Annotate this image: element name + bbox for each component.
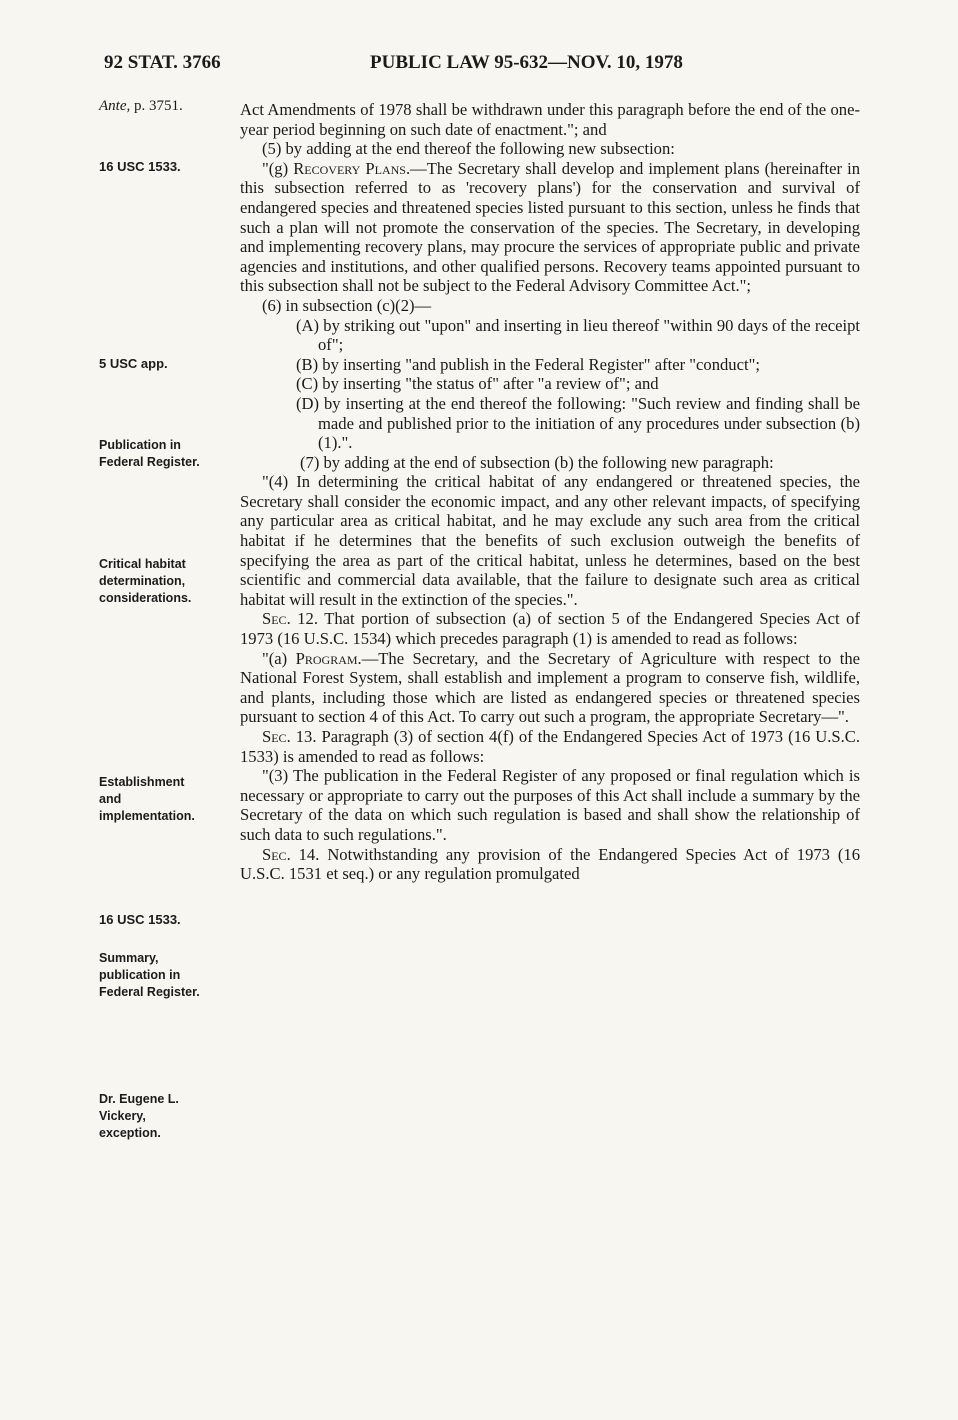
paragraph: (D) by inserting at the end thereof the following: "Such review and finding shall be made and published prior to the initiation of any procedures under subsection (b)(1).".: [296, 393, 860, 453]
page-header: [0, 52, 958, 82]
margin-note-summary: Summary, publication in Federal Register.: [99, 951, 200, 999]
margin-note-publication: Publication in Federal Register.: [99, 438, 200, 469]
paragraph: (C) by inserting "the status of" after "a review of"; and: [296, 374, 659, 394]
margin-note-ante: Ante, p. 3751.: [99, 98, 183, 114]
recovery-plans-paragraph: "(g) Recovery Plans.—The Secretary shall develop and implement plans (hereinafter in this subsection referred to as 'recovery plans') for the conservation and survival of endangered species and threatened species listed pursuant to this section, unless he finds that such a plan will not promote the conservation of the species. The Secretary, in developing and implementing recovery plans, may procure the services of appropriate public and private agencies and institutions, and other qualified persons. Recovery teams appointed pursuant to this subsection shall not be subject to the Federal Advisory Committee Act.";: [240, 158, 860, 296]
section-13: Sec. 13. Paragraph (3) of section 4(f) of the Endangered Species Act of 1973 (16 U.S.C. 1533) is amended to read as follows:: [240, 727, 860, 766]
section-12: Sec. 12. That portion of subsection (a) of section 5 of the Endangered Species Act of 1973 (16 U.S.C. 1534) which precedes paragraph (1) is amended to read as follows:: [240, 609, 860, 649]
margin-note-usc-1533-b: 16 USC 1533.: [99, 912, 181, 927]
margin-note-vickery: Dr. Eugene L. Vickery, exception.: [99, 1092, 179, 1140]
law-title: PUBLIC LAW 95-632—NOV. 10, 1978: [370, 52, 683, 73]
section-heading: Recovery Plans.: [293, 158, 411, 178]
page-number: 92 STAT. 3766: [104, 52, 221, 73]
statute-body: [240, 100, 860, 884]
paragraph: (5) by adding at the end thereof the following new subsection:: [262, 139, 675, 159]
margin-note-usc-1533: 16 USC 1533.: [99, 159, 181, 174]
program-paragraph: "(a) Program.—The Secretary, and the Secretary of Agriculture with respect to the National Forest System, shall establish and implement a program to conserve fish, wildlife, and plants, including those which are listed as endangered species or threatened species pursuant to section 4 of this Act. To carry out such a program, the appropriate Secretary—".: [240, 648, 860, 727]
margin-note-usc-app: 5 USC app.: [99, 356, 168, 371]
section-heading: Program.: [295, 648, 362, 668]
paragraph: "(3) The publication in the Federal Register of any proposed or final regulation which is necessary or appropriate to carry out the purposes of this Act shall include a summary by the Secretary of the data on which such regulation is based and shall show the relationship of such data to such regulations.".: [240, 766, 860, 844]
section-14: Sec. 14. Notwithstanding any provision of the Endangered Species Act of 1973 (16 U.S.C. 1531 et seq.) or any regulation promulgated: [240, 844, 860, 884]
paragraph: (7) by adding at the end of subsection (b) the following new paragraph:: [300, 452, 774, 472]
margin-note-critical-habitat: Critical habitat determination, considerations.: [99, 557, 192, 605]
paragraph: (A) by striking out "upon" and inserting in lieu thereof "within 90 days of the receipt of";: [296, 315, 860, 355]
paragraph: "(4) In determining the critical habitat of any endangered or threatened species, the Secretary shall consider the economic impact, and any other relevant impacts, of specifying any particular area as critical habitat, and he may exclude any such area from the critical habitat if he determines that the benefits of such exclusion outweigh the benefits of specifying the area as part of the critical habitat, unless he determines, based on the best scientific and commercial data available, that the failure to designate such area as critical habitat will result in the extinction of the species.".: [240, 472, 860, 609]
margin-note-establishment: Establishment and implementation.: [99, 775, 195, 823]
paragraph: (B) by inserting "and publish in the Federal Register" after "conduct";: [296, 354, 760, 374]
paragraph: (6) in subsection (c)(2)—: [262, 295, 432, 315]
paragraph: Act Amendments of 1978 shall be withdrawn under this paragraph before the end of the one-year period beginning on such date of enactment."; and: [240, 100, 860, 139]
